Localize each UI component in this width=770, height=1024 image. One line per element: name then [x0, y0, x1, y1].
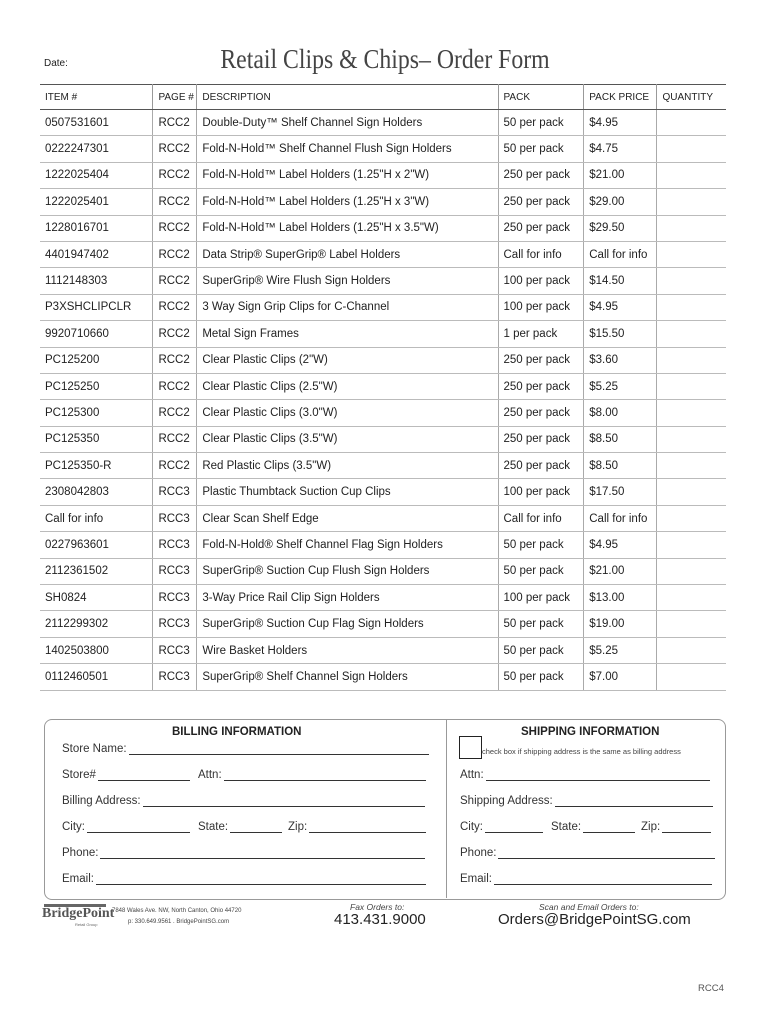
col-header-quantity: QUANTITY — [657, 85, 726, 110]
pack-price-cell: Call for info — [584, 241, 657, 267]
billing-title: BILLING INFORMATION — [172, 726, 302, 738]
fax-label: Fax Orders to: — [350, 902, 405, 912]
page-cell: RCC2 — [153, 189, 197, 215]
page-cell: RCC2 — [153, 453, 197, 479]
pack-cell: 250 per pack — [498, 400, 584, 426]
page-cell: RCC2 — [153, 347, 197, 373]
item-cell: 0222247301 — [40, 136, 153, 162]
pack-cell: 250 per pack — [498, 162, 584, 188]
quantity-cell[interactable] — [657, 505, 726, 531]
shipping-address-field[interactable] — [460, 795, 713, 807]
pack-cell: 100 per pack — [498, 294, 584, 320]
quantity-cell[interactable] — [657, 532, 726, 558]
item-cell: 1112148303 — [40, 268, 153, 294]
shipping-phone-label: Phone: — [460, 847, 497, 859]
pack-cell: 50 per pack — [498, 664, 584, 690]
table-row — [40, 136, 726, 162]
pack-price-cell: $13.00 — [584, 585, 657, 611]
table-row — [40, 189, 726, 215]
pack-price-cell: $8.50 — [584, 453, 657, 479]
item-cell: PC125350-R — [40, 453, 153, 479]
table-row — [40, 268, 726, 294]
item-cell: 1222025401 — [40, 189, 153, 215]
item-cell: 0507531601 — [40, 110, 153, 136]
quantity-cell[interactable] — [657, 162, 726, 188]
store-number-field[interactable] — [62, 769, 190, 781]
quantity-cell[interactable] — [657, 373, 726, 399]
quantity-cell[interactable] — [657, 189, 726, 215]
table-row — [40, 241, 726, 267]
page-cell: RCC3 — [153, 637, 197, 663]
billing-state-label: State: — [198, 821, 229, 833]
table-row — [40, 585, 726, 611]
billing-phone-field[interactable] — [62, 847, 425, 859]
table-row — [40, 426, 726, 452]
pack-price-cell: Call for info — [584, 505, 657, 531]
item-cell: PC125300 — [40, 400, 153, 426]
store-number-label: Store# — [62, 769, 96, 781]
table-header-row — [40, 85, 726, 110]
quantity-cell[interactable] — [657, 611, 726, 637]
same-as-billing-checkbox[interactable] — [459, 736, 482, 759]
info-divider — [446, 719, 447, 898]
item-cell: 0227963601 — [40, 532, 153, 558]
quantity-cell[interactable] — [657, 136, 726, 162]
item-cell: 4401947402 — [40, 241, 153, 267]
table-row — [40, 611, 726, 637]
page-cell: RCC2 — [153, 400, 197, 426]
shipping-phone-field[interactable] — [460, 847, 715, 859]
pack-price-cell: $3.60 — [584, 347, 657, 373]
page-cell: RCC3 — [153, 611, 197, 637]
shipping-city-field[interactable] — [460, 821, 543, 833]
pack-cell: 250 per pack — [498, 453, 584, 479]
pack-price-cell: $5.25 — [584, 373, 657, 399]
col-header-page: PAGE # — [153, 85, 197, 110]
company-address: 7848 Wales Ave. NW, North Canton, Ohio 44720 — [112, 908, 242, 914]
item-cell: P3XSHCLIPCLR — [40, 294, 153, 320]
shipping-address-label: Shipping Address: — [460, 795, 553, 807]
shipping-state-label: State: — [551, 821, 582, 833]
pack-cell: 100 per pack — [498, 268, 584, 294]
item-cell: 1402503800 — [40, 637, 153, 663]
quantity-cell[interactable] — [657, 400, 726, 426]
pack-price-cell: $21.00 — [584, 162, 657, 188]
billing-email-label: Email: — [62, 873, 94, 885]
store-name-field[interactable] — [62, 743, 429, 755]
page-cell: RCC3 — [153, 585, 197, 611]
quantity-cell[interactable] — [657, 585, 726, 611]
pack-cell: 50 per pack — [498, 136, 584, 162]
shipping-city-label: City: — [460, 821, 483, 833]
page-cell: RCC2 — [153, 241, 197, 267]
table-row — [40, 294, 726, 320]
billing-address-field[interactable] — [62, 795, 425, 807]
table-row — [40, 453, 726, 479]
order-email[interactable]: Orders@BridgePointSG.com — [498, 911, 691, 928]
table-row — [40, 664, 726, 690]
item-cell: 9920710660 — [40, 321, 153, 347]
pack-cell: 50 per pack — [498, 532, 584, 558]
description-cell: Data Strip® SuperGrip® Label Holders — [197, 241, 498, 267]
description-cell: SuperGrip® Shelf Channel Sign Holders — [197, 664, 498, 690]
table-row — [40, 373, 726, 399]
pack-cell: 250 per pack — [498, 215, 584, 241]
description-cell: SuperGrip® Suction Cup Flush Sign Holders — [197, 558, 498, 584]
pack-price-cell: $17.50 — [584, 479, 657, 505]
item-cell: 1228016701 — [40, 215, 153, 241]
description-cell: SuperGrip® Suction Cup Flag Sign Holders — [197, 611, 498, 637]
description-cell: Plastic Thumbtack Suction Cup Clips — [197, 479, 498, 505]
quantity-cell[interactable] — [657, 110, 726, 136]
pack-price-cell: $8.00 — [584, 400, 657, 426]
page-cell: RCC2 — [153, 373, 197, 399]
pack-price-cell: $19.00 — [584, 611, 657, 637]
pack-price-cell: $15.50 — [584, 321, 657, 347]
store-name-label: Store Name: — [62, 743, 127, 755]
col-header-pack: PACK — [498, 85, 584, 110]
date-label: Date: — [44, 58, 68, 69]
page-cell: RCC3 — [153, 532, 197, 558]
description-cell: Clear Plastic Clips (3.0"W) — [197, 400, 498, 426]
table-row — [40, 215, 726, 241]
logo-subtitle: Retail Group — [75, 922, 98, 927]
item-cell: 1222025404 — [40, 162, 153, 188]
page-cell: RCC2 — [153, 136, 197, 162]
quantity-cell[interactable] — [657, 426, 726, 452]
description-cell: Clear Scan Shelf Edge — [197, 505, 498, 531]
pack-cell: 50 per pack — [498, 110, 584, 136]
quantity-cell[interactable] — [657, 294, 726, 320]
billing-city-field[interactable] — [62, 821, 190, 833]
shipping-zip-field[interactable] — [641, 821, 711, 833]
description-cell: Fold-N-Hold™ Label Holders (1.25"H x 3"W) — [197, 189, 498, 215]
col-header-pack-price: PACK PRICE — [584, 85, 657, 110]
description-cell: 3 Way Sign Grip Clips for C-Channel — [197, 294, 498, 320]
pack-cell: Call for info — [498, 505, 584, 531]
col-header-description: DESCRIPTION — [197, 85, 498, 110]
description-cell: Double-Duty™ Shelf Channel Sign Holders — [197, 110, 498, 136]
quantity-cell[interactable] — [657, 637, 726, 663]
scan-email-label: Scan and Email Orders to: — [539, 902, 639, 912]
description-cell: Red Plastic Clips (3.5"W) — [197, 453, 498, 479]
page-cell: RCC2 — [153, 321, 197, 347]
billing-zip-label: Zip: — [288, 821, 308, 833]
pack-cell: 250 per pack — [498, 347, 584, 373]
item-cell: SH0824 — [40, 585, 153, 611]
description-cell: Clear Plastic Clips (2"W) — [197, 347, 498, 373]
billing-phone-label: Phone: — [62, 847, 99, 859]
description-cell: Clear Plastic Clips (3.5"W) — [197, 426, 498, 452]
table-row — [40, 110, 726, 136]
billing-address-label: Billing Address: — [62, 795, 141, 807]
page-cell: RCC3 — [153, 479, 197, 505]
pack-cell: 50 per pack — [498, 637, 584, 663]
col-header-item: ITEM # — [40, 85, 153, 110]
billing-attn-field[interactable] — [198, 769, 426, 781]
pack-cell: 50 per pack — [498, 558, 584, 584]
item-cell: 2112361502 — [40, 558, 153, 584]
page-cell: RCC2 — [153, 162, 197, 188]
page-cell: RCC3 — [153, 505, 197, 531]
item-cell: 2112299302 — [40, 611, 153, 637]
description-cell: SuperGrip® Wire Flush Sign Holders — [197, 268, 498, 294]
pack-price-cell: $29.00 — [584, 189, 657, 215]
shipping-title: SHIPPING INFORMATION — [521, 726, 660, 738]
description-cell: Fold-N-Hold™ Label Holders (1.25"H x 2"W) — [197, 162, 498, 188]
table-row — [40, 347, 726, 373]
description-cell: Wire Basket Holders — [197, 637, 498, 663]
table-row — [40, 637, 726, 663]
shipping-email-label: Email: — [460, 873, 492, 885]
pack-price-cell: $4.95 — [584, 294, 657, 320]
quantity-cell[interactable] — [657, 479, 726, 505]
page-cell: RCC2 — [153, 110, 197, 136]
pack-cell: 100 per pack — [498, 585, 584, 611]
pack-price-cell: $4.75 — [584, 136, 657, 162]
billing-email-field[interactable] — [62, 873, 426, 885]
page-code: RCC4 — [698, 983, 724, 994]
pack-price-cell: $5.25 — [584, 637, 657, 663]
pack-cell: 250 per pack — [498, 426, 584, 452]
billing-zip-field[interactable] — [288, 821, 426, 833]
pack-cell: 50 per pack — [498, 611, 584, 637]
shipping-email-field[interactable] — [460, 873, 712, 885]
item-cell: PC125200 — [40, 347, 153, 373]
shipping-zip-label: Zip: — [641, 821, 661, 833]
same-as-billing-note: check box if shipping address is the same as billing address — [482, 747, 681, 756]
item-cell: 2308042803 — [40, 479, 153, 505]
description-cell: Fold-N-Hold™ Shelf Channel Flush Sign Holders — [197, 136, 498, 162]
billing-state-field[interactable] — [198, 821, 282, 833]
description-cell: Fold-N-Hold™ Label Holders (1.25"H x 3.5"W) — [197, 215, 498, 241]
pack-cell: 1 per pack — [498, 321, 584, 347]
bridgepoint-logo: BridgePoint — [42, 906, 115, 921]
shipping-state-field[interactable] — [551, 821, 635, 833]
table-row — [40, 162, 726, 188]
description-cell: 3-Way Price Rail Clip Sign Holders — [197, 585, 498, 611]
shipping-attn-label: Attn: — [460, 769, 484, 781]
billing-attn-label: Attn: — [198, 769, 222, 781]
quantity-cell[interactable] — [657, 664, 726, 690]
quantity-cell[interactable] — [657, 241, 726, 267]
item-cell: PC125250 — [40, 373, 153, 399]
pack-price-cell: $21.00 — [584, 558, 657, 584]
item-cell: 0112460501 — [40, 664, 153, 690]
pack-price-cell: $8.50 — [584, 426, 657, 452]
company-phone-web: p: 330.649.9561 . BridgePointSG.com — [128, 919, 230, 925]
fax-number: 413.431.9000 — [334, 911, 426, 928]
order-table — [40, 84, 726, 691]
description-cell: Metal Sign Frames — [197, 321, 498, 347]
page-cell: RCC2 — [153, 215, 197, 241]
quantity-cell[interactable] — [657, 321, 726, 347]
billing-city-label: City: — [62, 821, 85, 833]
pack-price-cell: $4.95 — [584, 110, 657, 136]
item-cell: PC125350 — [40, 426, 153, 452]
table-row — [40, 321, 726, 347]
description-cell: Fold-N-Hold® Shelf Channel Flag Sign Holders — [197, 532, 498, 558]
quantity-cell[interactable] — [657, 215, 726, 241]
quantity-cell[interactable] — [657, 453, 726, 479]
page-cell: RCC2 — [153, 426, 197, 452]
description-cell: Clear Plastic Clips (2.5"W) — [197, 373, 498, 399]
pack-price-cell: $7.00 — [584, 664, 657, 690]
pack-price-cell: $29.50 — [584, 215, 657, 241]
table-row — [40, 505, 726, 531]
quantity-cell[interactable] — [657, 347, 726, 373]
pack-cell: Call for info — [498, 241, 584, 267]
table-row — [40, 479, 726, 505]
pack-cell: 250 per pack — [498, 189, 584, 215]
pack-price-cell: $4.95 — [584, 532, 657, 558]
table-row — [40, 532, 726, 558]
table-row — [40, 558, 726, 584]
item-cell: Call for info — [40, 505, 153, 531]
page-cell: RCC3 — [153, 558, 197, 584]
page-title: Retail Clips & Chips– Order Form — [220, 44, 550, 74]
shipping-attn-field[interactable] — [460, 769, 710, 781]
pack-cell: 100 per pack — [498, 479, 584, 505]
page-cell: RCC2 — [153, 268, 197, 294]
pack-price-cell: $14.50 — [584, 268, 657, 294]
page-cell: RCC2 — [153, 294, 197, 320]
quantity-cell[interactable] — [657, 268, 726, 294]
pack-cell: 250 per pack — [498, 373, 584, 399]
quantity-cell[interactable] — [657, 558, 726, 584]
table-row — [40, 400, 726, 426]
page-cell: RCC3 — [153, 664, 197, 690]
